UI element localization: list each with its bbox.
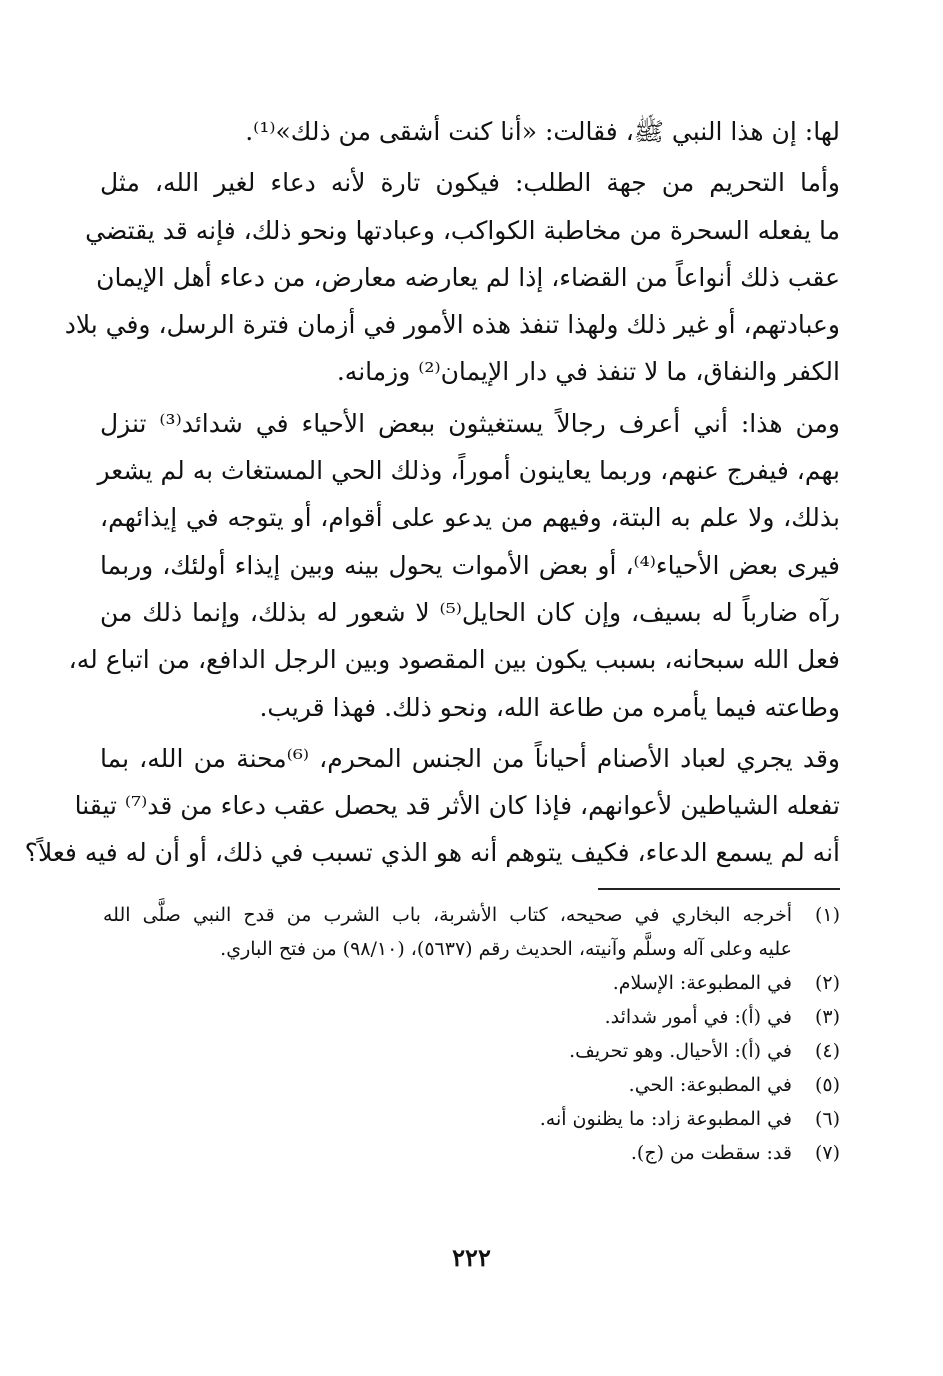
footnote-number: (٥): [814, 1074, 840, 1096]
footnote-line: في (أ): الأحيال. وهو تحريف.: [569, 1040, 792, 1062]
text-line: وطاعته فيما يأمره من طاعة الله، ونحو ذلك. فهذا قريب.: [259, 692, 840, 722]
footnote-line: في (أ): في أمور شدائد.: [604, 1006, 792, 1028]
footnote-text: [103, 1068, 792, 1102]
footnote-number: (١): [814, 904, 840, 926]
page-number: ٢٢٢: [452, 1243, 491, 1272]
footnote-text: [103, 1034, 792, 1068]
footnote: [103, 1068, 840, 1102]
footnote: [103, 1034, 840, 1068]
main-text: [24, 108, 841, 877]
text-line: أنه لم يسمع الدعاء، فكيف يتوهم أنه هو الذي تسبب في ذلك، أو أن له فيه فعلاً؟: [24, 838, 840, 868]
footnote-line: قد: سقطت من (ج).: [630, 1142, 792, 1164]
text-line: لها: إن هذا النبي ﷺ، فقالت: «أنا كنت أشقى من ذلك»⁽¹⁾.: [245, 117, 840, 146]
footnote-line: أخرجه البخاري في صحيحه، كتاب الأشربة، باب الشرب من قدح النبي صلَّى الله: [103, 904, 792, 926]
text-line: وأما التحريم من جهة الطلب: فيكون تارة لأنه دعاء لغير الله، مثل: [100, 168, 840, 198]
footnote-number: (٢): [814, 972, 840, 994]
text-line: فعل الله سبحانه، بسبب يكون بين المقصود وبين الرجل الدافع، من اتباع له،: [68, 645, 840, 675]
footnote: [103, 1000, 840, 1034]
text-line: وعبادتهم، أو غير ذلك ولهذا تنفذ هذه الأمور في أزمان فترة الرسل، وفي بلاد: [64, 310, 840, 340]
footnote-text: [103, 966, 792, 1000]
footnote-number: (٧): [814, 1142, 840, 1164]
footnote-line: عليه وعلى آله وسلَّم وآنيته، الحديث رقم (٥٦٣٧)، (٩٨/١٠) من فتح الباري.: [220, 938, 792, 960]
footnote: [103, 966, 840, 1000]
footnote: [103, 1102, 840, 1136]
text-line: تفعله الشياطين لأعوانهم، فإذا كان الأثر قد يحصل عقب دعاء من قد⁽⁷⁾ تيقنا: [74, 791, 840, 821]
footnote-number: (٣): [814, 1006, 840, 1028]
text-line: بهم، فيفرج عنهم، وربما يعاينون أموراً، وذلك الحي المستغاث به لم يشعر: [97, 456, 840, 486]
text-line: الكفر والنفاق، ما لا تنفذ في دار الإيمان⁽²⁾ وزمانه.: [336, 357, 840, 387]
text-line: بذلك، ولا علم به البتة، وفيهم من يدعو على أقوام، أو يتوجه في إيذائهم،: [100, 503, 840, 533]
footnote-text: [103, 898, 792, 966]
footnote: [103, 898, 840, 966]
text-line: عقب ذلك أنواعاً من القضاء، إذا لم يعارضه معارض، من دعاء أهل الإيمان: [96, 262, 840, 292]
text-line: رآه ضارباً له بسيف، وإن كان الحايل⁽⁵⁾ لا شعور له بذلك، وإنما ذلك من: [100, 597, 840, 627]
footnote-divider: [598, 888, 840, 890]
footnote-line: في المطبوعة: الحي.: [628, 1074, 792, 1096]
footnote-line: في المطبوعة: الإسلام.: [612, 972, 792, 994]
text-line: ما يفعله السحرة من مخاطبة الكواكب، وعبادتها ونحو ذلك، فإنه قد يقتضي: [85, 215, 840, 245]
footnote-text: [103, 1000, 792, 1034]
footnote-text: [103, 1102, 792, 1136]
footnotes: [103, 898, 840, 1170]
text-line: وقد يجري لعباد الأصنام أحياناً من الجنس المحرم، ⁽⁶⁾محنة من الله، بما: [100, 743, 841, 773]
footnote-text: [103, 1136, 792, 1170]
footnote-number: (٦): [814, 1108, 840, 1130]
text-line: فيرى بعض الأحياء⁽⁴⁾، أو بعض الأموات يحول بينه وبين إيذاء أولئك، وربما: [100, 550, 840, 580]
footnote-line: في المطبوعة زاد: ما يظنون أنه.: [539, 1108, 792, 1130]
text-line: ومن هذا: أني أعرف رجالاً يستغيثون ببعض الأحياء في شدائد⁽³⁾ تنزل: [100, 408, 840, 438]
footnote: [103, 1136, 840, 1170]
footnote-number: (٤): [814, 1040, 840, 1062]
